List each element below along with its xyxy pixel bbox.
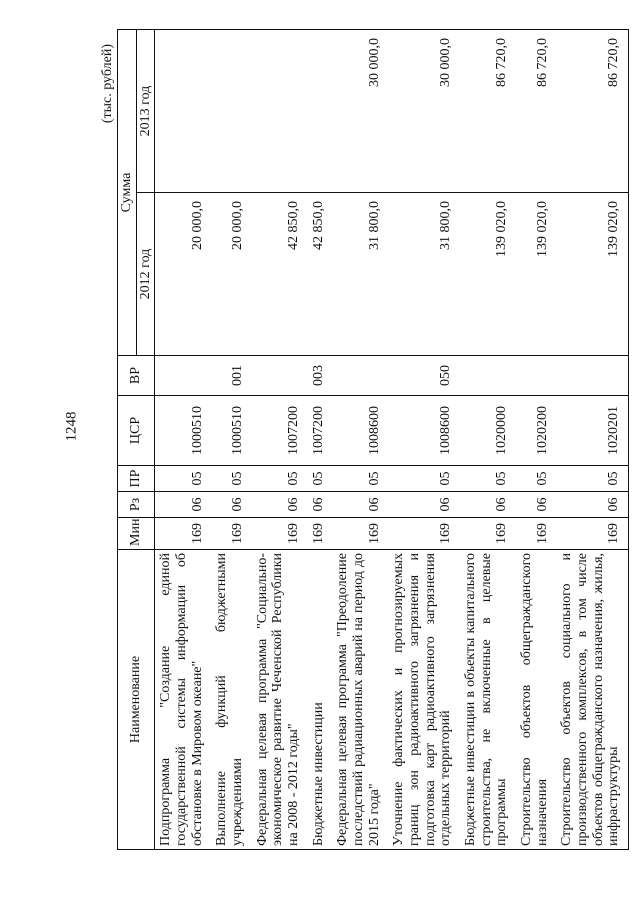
cell-pr: 05 xyxy=(332,466,388,492)
cell-rz: 06 xyxy=(332,492,388,518)
cell-csr: 1000510 xyxy=(211,396,251,466)
table-row xyxy=(332,30,388,850)
cell-y2012: 31 800,0 xyxy=(388,193,460,356)
cell-min: 169 xyxy=(252,518,308,550)
cell-csr: 1007200 xyxy=(308,396,333,466)
cell-csr: 1020200 xyxy=(516,396,556,466)
cell-min: 169 xyxy=(332,518,388,550)
table-row xyxy=(211,30,251,850)
cell-y2013: 86 720,0 xyxy=(556,30,628,193)
cell-vr xyxy=(556,356,628,396)
cell-vr xyxy=(155,356,212,396)
cell-min: 169 xyxy=(556,518,628,550)
cell-name: Бюджетные инвестиции в объекты капитального строительства, не включенные в целевые программы xyxy=(460,550,516,850)
cell-csr: 1020000 xyxy=(460,396,516,466)
table-row xyxy=(155,30,212,850)
table-row xyxy=(308,30,333,850)
header-min: Мин xyxy=(118,518,155,550)
cell-y2012: 139 020,0 xyxy=(516,193,556,356)
cell-csr: 1008600 xyxy=(388,396,460,466)
header-sum: Сумма xyxy=(118,30,137,356)
cell-y2012: 139 020,0 xyxy=(460,193,516,356)
cell-min: 169 xyxy=(308,518,333,550)
table-row xyxy=(252,30,308,850)
header-rz: Рз xyxy=(118,492,155,518)
cell-pr: 05 xyxy=(155,466,212,492)
page-number: 1248 xyxy=(63,411,80,442)
cell-rz: 06 xyxy=(516,492,556,518)
cell-csr: 1008600 xyxy=(332,396,388,466)
cell-pr: 05 xyxy=(516,466,556,492)
table-row xyxy=(556,30,628,850)
cell-vr: 003 xyxy=(308,356,333,396)
cell-name: Подпрограмма "Создание единой государственной системы информации об обстановке в Мировом океане" xyxy=(155,550,212,850)
cell-pr: 05 xyxy=(460,466,516,492)
cell-name: Строительство объектов социального и производственного комплексов, в том числе объектов общегражданского назначения, жилья, инфраструктуры xyxy=(556,550,628,850)
cell-y2013: 86 720,0 xyxy=(460,30,516,193)
cell-pr: 05 xyxy=(308,466,333,492)
units-label: (тыс. рублей) xyxy=(100,44,115,124)
cell-y2012: 42 850,0 xyxy=(308,193,333,356)
cell-y2013 xyxy=(308,30,333,193)
cell-name: Уточнение фактических и прогнозируемых границ зон радиоактивного загрязнения и подготовка карт радиоактивного загрязнения отдельных территорий xyxy=(388,550,460,850)
cell-pr: 05 xyxy=(252,466,308,492)
budget-table xyxy=(117,29,629,850)
table-row xyxy=(388,30,460,850)
cell-min: 169 xyxy=(460,518,516,550)
cell-y2013: 30 000,0 xyxy=(332,30,388,193)
cell-vr xyxy=(460,356,516,396)
cell-min: 169 xyxy=(516,518,556,550)
cell-vr: 050 xyxy=(388,356,460,396)
table-row xyxy=(460,30,516,850)
cell-vr xyxy=(516,356,556,396)
cell-csr: 1007200 xyxy=(252,396,308,466)
cell-y2012: 42 850,0 xyxy=(252,193,308,356)
table-row xyxy=(516,30,556,850)
cell-y2013: 86 720,0 xyxy=(516,30,556,193)
cell-vr xyxy=(332,356,388,396)
cell-pr: 05 xyxy=(211,466,251,492)
header-2013: 2013 год xyxy=(136,30,155,193)
cell-name: Строительство объектов общегражданского назначения xyxy=(516,550,556,850)
cell-rz: 06 xyxy=(155,492,212,518)
header-name: Наименование xyxy=(118,550,155,850)
cell-min: 169 xyxy=(155,518,212,550)
cell-y2013 xyxy=(211,30,251,193)
cell-rz: 06 xyxy=(252,492,308,518)
cell-y2012: 20 000,0 xyxy=(155,193,212,356)
cell-rz: 06 xyxy=(308,492,333,518)
cell-vr xyxy=(252,356,308,396)
cell-pr: 05 xyxy=(388,466,460,492)
header-row-top xyxy=(118,30,137,850)
header-pr: ПР xyxy=(118,466,155,492)
cell-csr: 1000510 xyxy=(155,396,212,466)
cell-name: Бюджетные инвестиции xyxy=(308,550,333,850)
header-2012: 2012 год xyxy=(136,193,155,356)
cell-pr: 05 xyxy=(556,466,628,492)
cell-name: Выполнение функций бюджетными учреждениями xyxy=(211,550,251,850)
cell-vr: 001 xyxy=(211,356,251,396)
cell-name: Федеральная целевая программа "Преодоление последствий радиационных аварий на период до 2015 года" xyxy=(332,550,388,850)
cell-y2012: 31 800,0 xyxy=(332,193,388,356)
cell-y2013 xyxy=(252,30,308,193)
cell-min: 169 xyxy=(388,518,460,550)
header-csr: ЦСР xyxy=(118,396,155,466)
cell-rz: 06 xyxy=(388,492,460,518)
cell-rz: 06 xyxy=(556,492,628,518)
cell-y2013 xyxy=(155,30,212,193)
cell-y2012: 20 000,0 xyxy=(211,193,251,356)
cell-name: Федеральная целевая программа "Социально-экономическое развитие Чеченской Республики на 2008 - 2012 годы" xyxy=(252,550,308,850)
cell-rz: 06 xyxy=(460,492,516,518)
cell-rz: 06 xyxy=(211,492,251,518)
cell-y2013: 30 000,0 xyxy=(388,30,460,193)
header-vr: ВР xyxy=(118,356,155,396)
table-body xyxy=(155,30,629,850)
cell-y2012: 139 020,0 xyxy=(556,193,628,356)
cell-min: 169 xyxy=(211,518,251,550)
rotated-page-content xyxy=(95,30,622,850)
cell-csr: 1020201 xyxy=(556,396,628,466)
